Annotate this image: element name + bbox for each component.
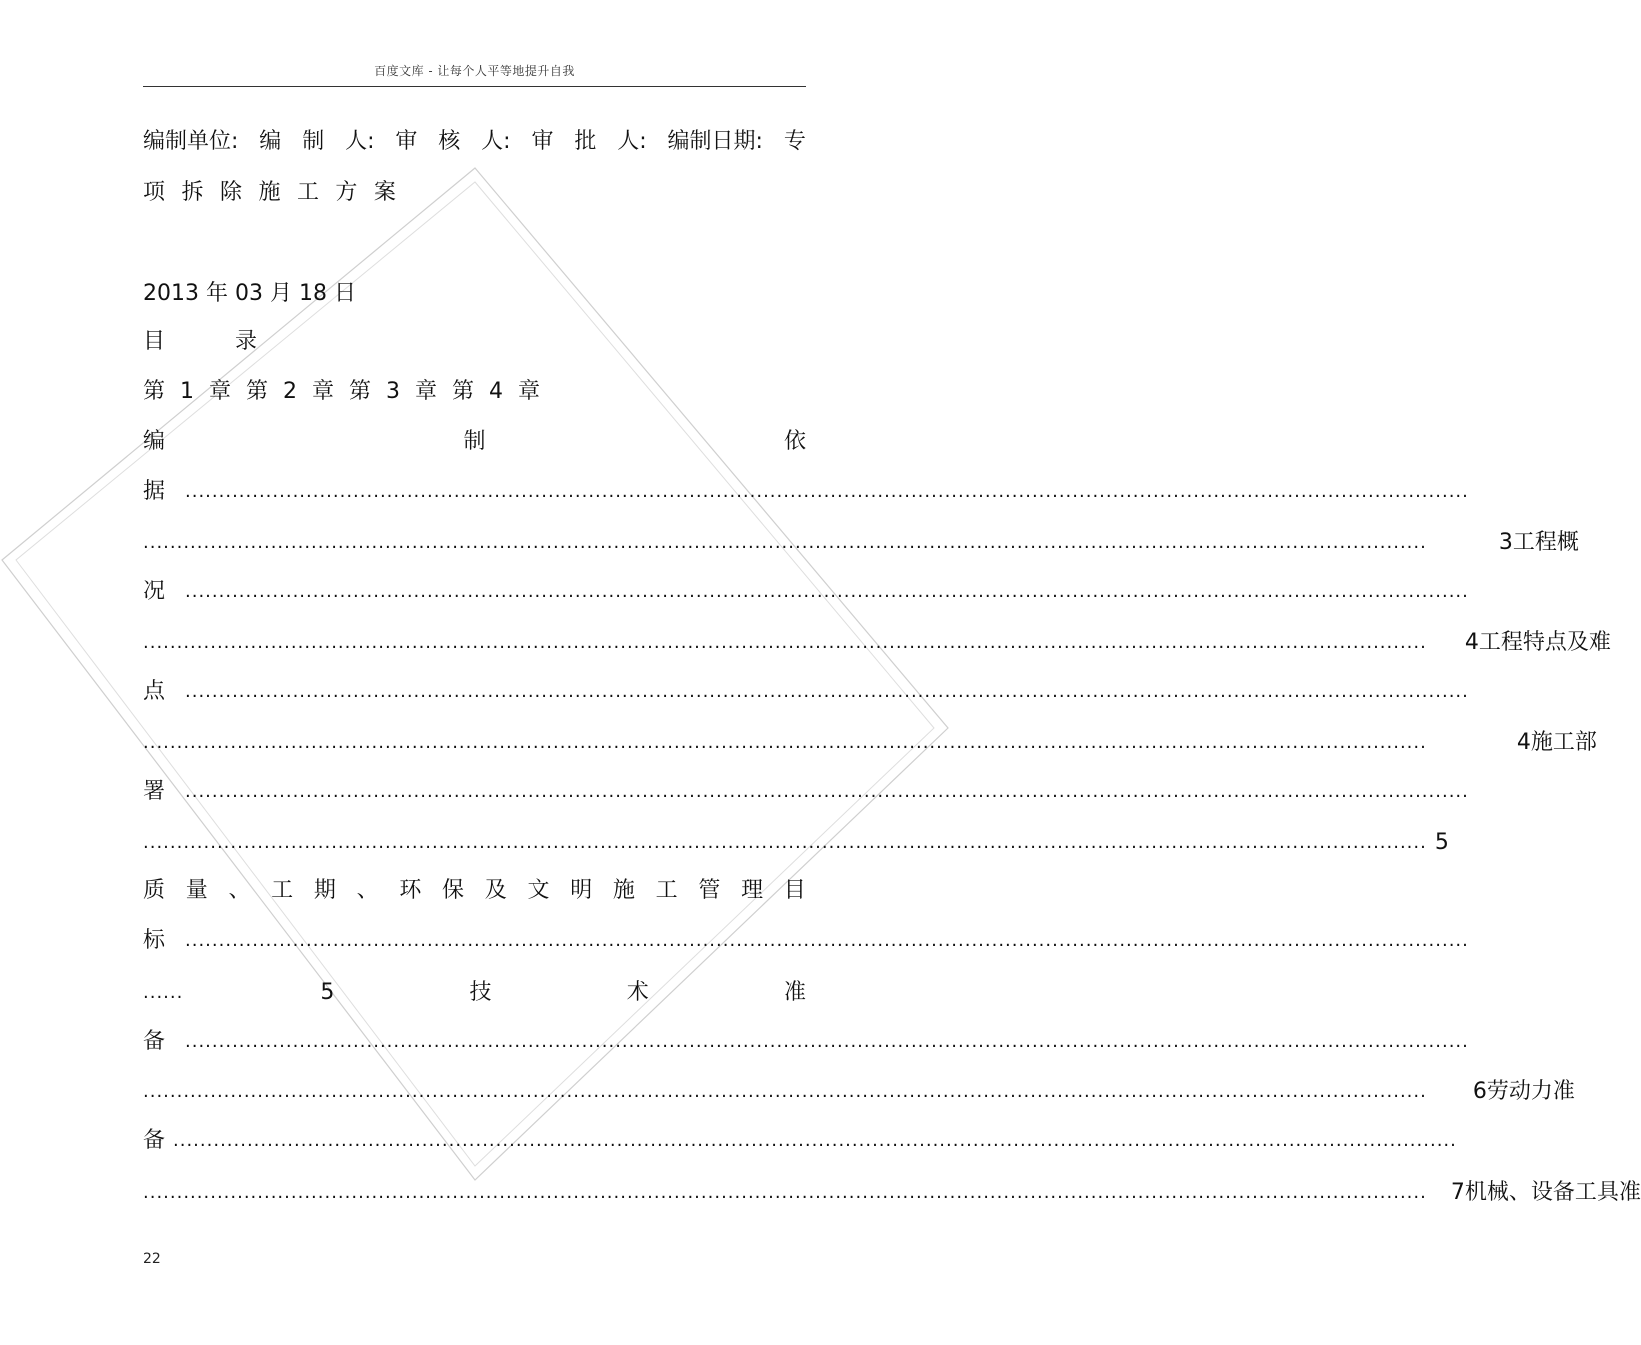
toc-row: ............................................................................................................................................................................................... 4 施 工 部 bbox=[143, 728, 806, 758]
toc-row: 质 量 、 工 期 、 环 保 及 文 明 施 工 管 理 目 bbox=[143, 878, 806, 903]
dot-leader: ............................................................................................................................................................................................... bbox=[185, 1031, 1469, 1052]
dot-leader: ............................................................................................................................................................................................... bbox=[143, 1081, 1427, 1102]
dot-leader: ............................................................................................................................................................................................... bbox=[185, 681, 1469, 702]
dot-leader: ............................................................................................................................................................................................... bbox=[143, 1182, 1427, 1203]
toc-title: 目 录 bbox=[143, 329, 257, 354]
signature-line: 编制单位: 编 制 人: 审 核 人: 审 批 人: 编制日期: 专 bbox=[143, 127, 806, 157]
toc-row bbox=[143, 828, 1449, 858]
toc-row: 编 制 依 bbox=[143, 429, 806, 454]
toc-row: ............................................................................................................................................................................................... 7 机 械 、 设 备 工 具 准 bbox=[143, 1178, 806, 1208]
header-rule bbox=[143, 86, 806, 87]
label-unit: 编制单位: bbox=[143, 129, 239, 154]
page-ref: 3 bbox=[1498, 530, 1513, 555]
dot-leader: ............................................................................................................................................................................................... bbox=[185, 781, 1469, 802]
label-date: 编制日期: bbox=[667, 129, 763, 154]
toc-row: 署 ............................................................................................................................................................................................... bbox=[143, 777, 806, 807]
dot-leader: ............................................................................................................................................................................................... bbox=[185, 481, 1469, 502]
toc-row: ............................................................................................................................................................................................... 3 工 程 概 bbox=[143, 528, 806, 558]
toc-row: 标 ............................................................................................................................................................................................... bbox=[143, 926, 806, 956]
toc-row: ............................................................................................................................................................................................... 4 工 程 特 点 及 难 bbox=[143, 628, 806, 658]
dot-leader: ...... bbox=[143, 982, 184, 1003]
toc-row: 备 ............................................................................................................................................................................................... bbox=[143, 1027, 806, 1057]
toc-row: 备 ............................................................................................................................................................................................... bbox=[143, 1126, 806, 1156]
dot-leader: ............................................................................................................................................................................................... bbox=[143, 532, 1427, 553]
toc-row: 点 ............................................................................................................................................................................................... bbox=[143, 677, 806, 707]
dot-leader: ............................................................................................................................................................................................... bbox=[173, 1130, 1457, 1151]
document-date: 2013 年 03 月 18 日 bbox=[143, 281, 356, 306]
dot-leader: ............................................................................................................................................................................................... bbox=[143, 832, 1427, 853]
page-header: 百度文库 - 让每个人平等地提升自我 bbox=[374, 64, 575, 78]
toc-row: ...... 5 技 术 准 bbox=[143, 978, 806, 1008]
toc-row: 况 ............................................................................................................................................................................................... bbox=[143, 577, 806, 607]
dot-leader: ............................................................................................................................................................................................... bbox=[143, 732, 1427, 753]
page-ref: 7 bbox=[1450, 1180, 1465, 1205]
dot-leader: ............................................................................................................................................................................................... bbox=[143, 632, 1427, 653]
page-ref: 6 bbox=[1472, 1079, 1487, 1104]
document-title: 项 拆 除 施 工 方 案 bbox=[143, 180, 396, 205]
dot-leader: ............................................................................................................................................................................................... bbox=[185, 930, 1469, 951]
page-ref: 4 bbox=[1516, 730, 1531, 755]
chapter-list: 第 1 章 第 2 章 第 3 章 第 4 章 bbox=[143, 379, 540, 404]
dot-leader: ............................................................................................................................................................................................... bbox=[185, 581, 1469, 602]
toc-row: ............................................................................................................................................................................................... 6 劳 动 力 准 bbox=[143, 1077, 806, 1107]
page-number: 22 bbox=[143, 1251, 161, 1267]
page-ref: 5 bbox=[320, 980, 335, 1005]
page-ref: 4 bbox=[1464, 630, 1479, 655]
page-ref: 5 bbox=[1434, 830, 1449, 855]
toc-row: 据 ............................................................................................................................................................................................... bbox=[143, 477, 806, 507]
